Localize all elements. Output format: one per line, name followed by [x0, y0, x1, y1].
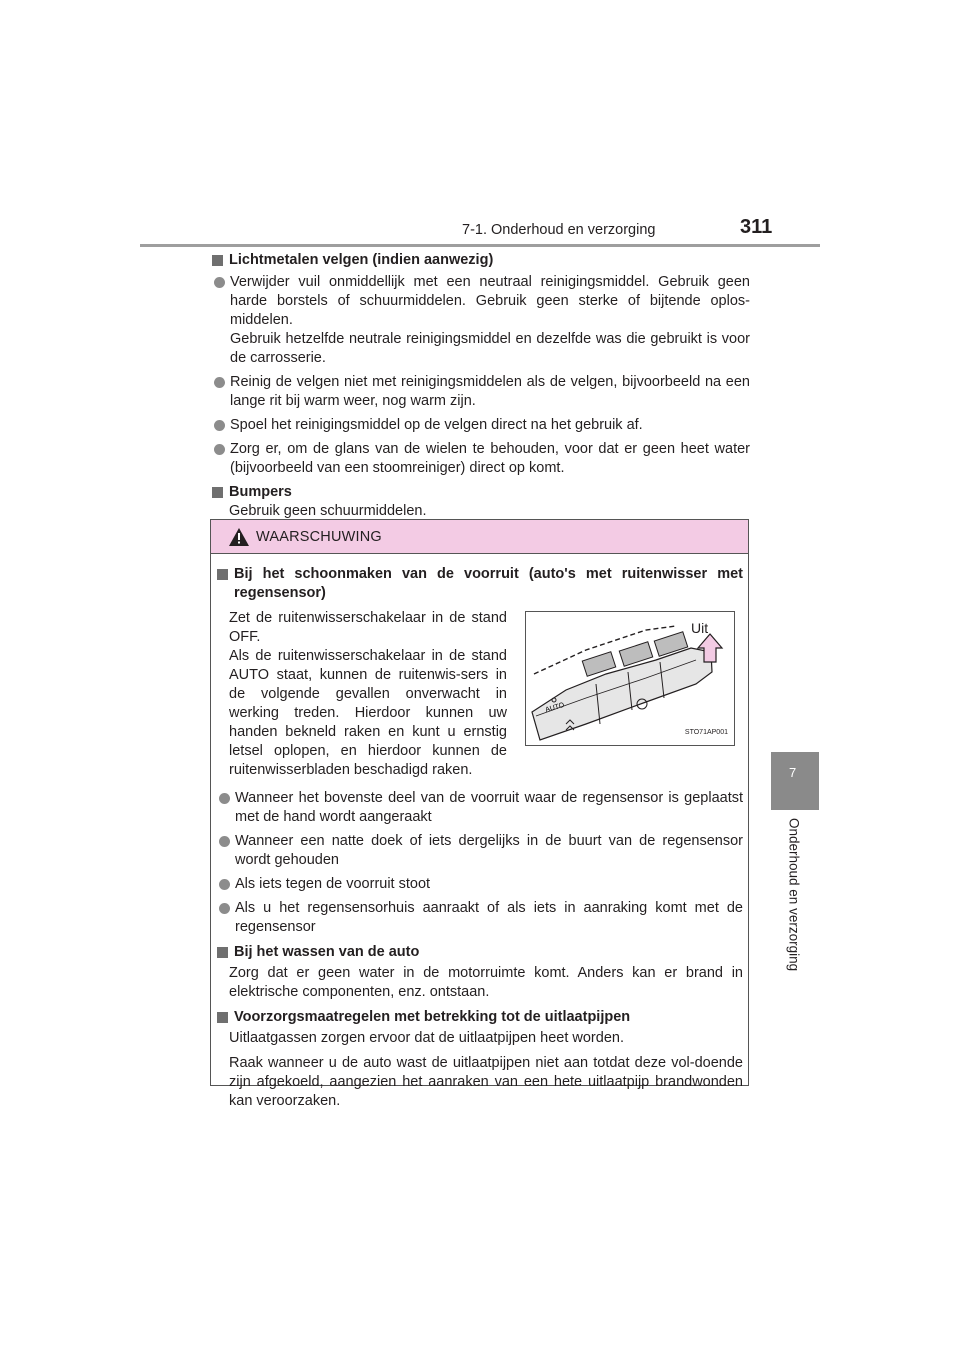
washing-text: Zorg dat er geen water in de motorruimte komt. Anders kan er brand in elektrische componenten, enz. ontstaan. [229, 965, 743, 1000]
round-bullet-icon [219, 793, 230, 804]
round-bullet-icon [214, 444, 225, 455]
warning-title: WAARSCHUWING [256, 529, 382, 545]
list-item [214, 273, 750, 368]
round-bullet-icon [219, 836, 230, 847]
bumpers-title: Bumpers [229, 484, 292, 500]
list-item [219, 875, 743, 894]
header-rule [140, 244, 820, 247]
exhaust-heading [217, 1008, 743, 1027]
chapter-number: 7 [789, 765, 797, 780]
list-item [219, 789, 743, 827]
chapter-tab [771, 752, 819, 810]
square-bullet-icon [212, 255, 223, 266]
off-label: Uit [691, 620, 709, 636]
square-bullet-icon [217, 947, 228, 958]
round-bullet-icon [214, 377, 225, 388]
list-item [219, 899, 743, 937]
page-number: 311 [740, 216, 773, 238]
rims-bullet-1-extra: Gebruik hetzelfde neutrale reinigingsmiddel en dezelfde was die gebruikt is voor de carrosserie. [230, 331, 750, 366]
wiper-switch-illustration [525, 611, 735, 746]
square-bullet-icon [217, 569, 228, 580]
rims-bullet-4: Zorg er, om de glans van de wielen te behouden, voor dat er geen heet water (bijvoorbeeld van een stoomreiniger) direct op komt. [230, 441, 750, 476]
warning-header [211, 520, 748, 554]
round-bullet-icon [214, 277, 225, 288]
exhaust-text-2: Raak wanneer u de auto wast de uitlaatpijpen niet aan totdat deze vol-doende zijn afgekoeld, aangezien het aanraken van een hete uitlaatpijp brandwonden kan veroorzaken. [229, 1055, 743, 1109]
rims-heading [212, 251, 750, 270]
round-bullet-icon [214, 420, 225, 431]
square-bullet-icon [217, 1012, 228, 1023]
list-item [214, 416, 750, 435]
rims-title: Lichtmetalen velgen (indien aanwezig) [229, 252, 494, 268]
list-item [219, 832, 743, 870]
section-title: 7-1. Onderhoud en verzorging [462, 222, 656, 238]
washing-title: Bij het wassen van de auto [234, 944, 420, 960]
sensor-bullet-4: Als u het regensensorhuis aanraakt of als iets in aanraking komt met de regensensor [235, 900, 743, 935]
warning-box [210, 519, 749, 1109]
round-bullet-icon [219, 879, 230, 890]
main-content [212, 251, 750, 524]
rims-bullet-2: Reinig de velgen niet met reinigingsmiddelen als de velgen, bijvoorbeeld na een lange rit bij warm weer, nog warm zijn. [230, 374, 750, 409]
warning-triangle-icon [229, 528, 249, 546]
bumpers-text: Gebruik geen schuurmiddelen. [229, 503, 427, 519]
rims-bullet-1: Verwijder vuil onmiddellijk met een neutraal reinigingsmiddel. Gebruik geen harde borstels of schuurmiddelen. Gebruik geen sterke of bijtende oplos-middelen. [230, 274, 750, 328]
sensor-bullet-2: Wanneer een natte doek of iets dergelijks in de buurt van de regensensor wordt gehouden [235, 833, 743, 868]
exhaust-title: Voorzorgsmaatregelen met betrekking tot de uitlaatpijpen [234, 1009, 631, 1025]
washing-heading [217, 943, 743, 962]
sensor-bullet-3: Als iets tegen de voorruit stoot [235, 876, 431, 892]
intro-line-2: Als de ruitenwisserschakelaar in de stand AUTO staat, kunnen de ruitenwis-sers in de volgende gevallen onverwacht in werking treden. Hierdoor kunnen uw handen bekneld raken en kunt u ernstig letsel oplopen, en hierdoor kunnen de ruitenwisserbladen beschadigd raken. [229, 648, 507, 778]
figure-code: STO71AP001 [684, 729, 728, 736]
list-item [214, 373, 750, 411]
rain-sensor-heading [217, 565, 743, 603]
rain-sensor-intro-text [229, 609, 507, 780]
sensor-bullet-1: Wanneer het bovenste deel van de voorruit waar de regensensor is geplaatst met de hand wordt aangeraakt [235, 790, 743, 825]
bumpers-heading [212, 483, 750, 502]
intro-line-1: Zet de ruitenwisserschakelaar in de stand OFF. [229, 610, 507, 645]
square-bullet-icon [212, 487, 223, 498]
auto-label: AUTO [544, 701, 566, 714]
list-item [214, 440, 750, 478]
rain-sensor-intro [217, 609, 743, 789]
round-bullet-icon [219, 903, 230, 914]
chapter-label [774, 818, 814, 988]
rims-bullet-3: Spoel het reinigingsmiddel op de velgen direct na het gebruik af. [230, 417, 643, 433]
rain-sensor-title: Bij het schoonmaken van de voorruit (auto's met ruitenwisser met regensensor) [234, 566, 743, 601]
exhaust-text-1: Uitlaatgassen zorgen ervoor dat de uitlaatpijpen heet worden. [229, 1030, 624, 1046]
warning-body [217, 565, 743, 1117]
chapter-label-text: Onderhoud en verzorging [786, 818, 802, 972]
